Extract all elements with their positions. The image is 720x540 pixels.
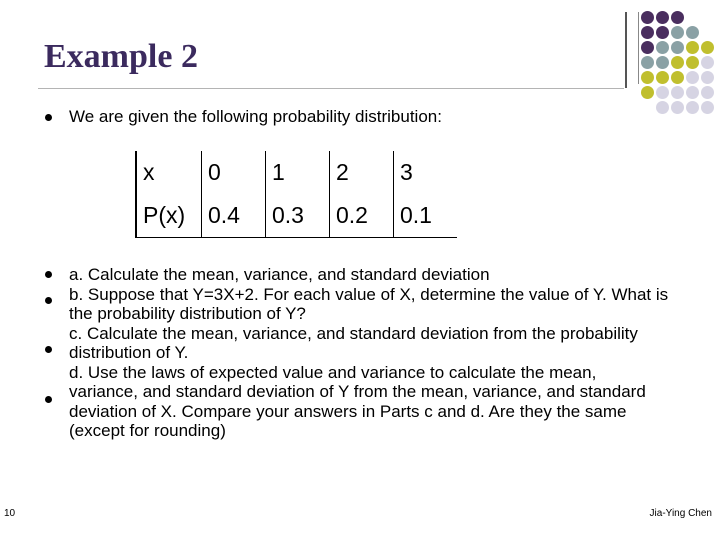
bullet-dot [45, 346, 52, 353]
bullet-dot [45, 297, 52, 304]
question-item: d. Use the laws of expected value and variance to calculate the mean, variance, and standard deviation of Y from the mean, variance, and standard deviation of X. Compare your answers in Parts c and d. Are they the same (except for rounding) [69, 362, 646, 440]
table-row [136, 151, 457, 193]
decor-dot [701, 56, 714, 69]
decor-dot [656, 41, 669, 54]
question-list [69, 265, 669, 441]
author-credit: Jia-Ying Chen [649, 508, 712, 519]
decor-dot [701, 86, 714, 99]
table-cell: 3 [400, 158, 413, 185]
decor-dot [641, 11, 654, 24]
decor-dot [641, 41, 654, 54]
decor-dot [641, 56, 654, 69]
table-cell: 0 [202, 151, 266, 193]
table-cell: 0.3 [266, 193, 330, 238]
table-row [136, 193, 457, 238]
probability-table [135, 151, 457, 238]
decor-dot [656, 11, 669, 24]
slide-title: Example 2 [44, 38, 198, 75]
decor-dot [671, 101, 684, 114]
table-cell: x [136, 151, 202, 193]
decor-dot [686, 101, 699, 114]
decor-dot [671, 56, 684, 69]
table-cell: 1 [266, 151, 330, 193]
table-cell: 0.1 [394, 193, 458, 238]
decor-dot [686, 26, 699, 39]
bullet-dot [45, 271, 52, 278]
decor-dot [671, 71, 684, 84]
title-underline [38, 88, 624, 89]
decor-dot [671, 41, 684, 54]
table-cell: 0.4 [202, 193, 266, 238]
decor-dot [641, 71, 654, 84]
question-item: b. Suppose that Y=3X+2. For each value of X, determine the value of Y. What is the probability distribution of Y? [69, 284, 669, 323]
decor-dot [686, 41, 699, 54]
question-item: c. Calculate the mean, variance, and standard deviation from the probability distribution of Y. [69, 323, 638, 362]
decor-dot [701, 41, 714, 54]
decor-dot [686, 56, 699, 69]
table-cell: P(x) [136, 193, 202, 238]
decor-dot [671, 86, 684, 99]
bullet-dot [45, 114, 52, 121]
decor-dot [686, 71, 699, 84]
page-number: 10 [4, 508, 16, 519]
decor-dot [701, 71, 714, 84]
decor-dot [671, 11, 684, 24]
decor-dot [656, 56, 669, 69]
decor-dot [671, 26, 684, 39]
decor-dot [701, 101, 714, 114]
decor-dot [656, 101, 669, 114]
question-item: a. Calculate the mean, variance, and standard deviation [69, 265, 490, 284]
decor-dot [656, 86, 669, 99]
decor-dot [656, 71, 669, 84]
table-cell: 2 [330, 151, 394, 193]
intro-text: We are given the following probability distribution: [69, 107, 442, 126]
decor-dot [641, 26, 654, 39]
decor-vertical-line-thin [638, 12, 639, 84]
decor-dot [656, 26, 669, 39]
table-cell: 0.2 [330, 193, 394, 238]
bullet-dot [45, 396, 52, 403]
decor-dot [641, 86, 654, 99]
decor-vertical-line [625, 12, 627, 88]
decor-dot [686, 86, 699, 99]
